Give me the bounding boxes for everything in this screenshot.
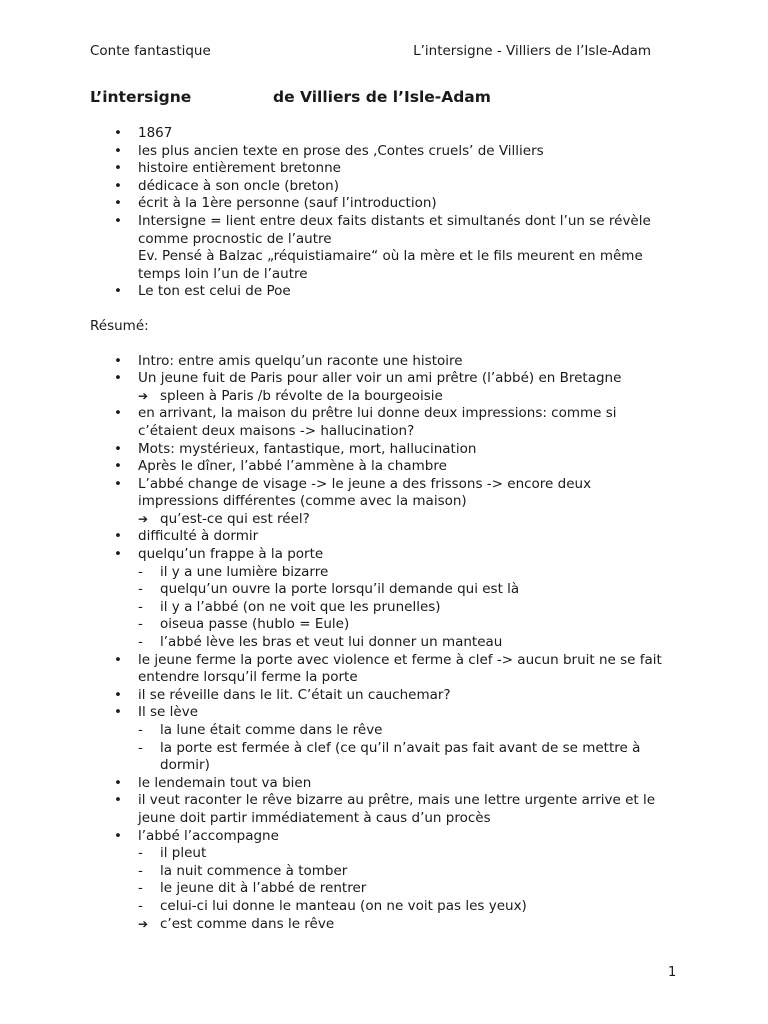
list-item — [90, 476, 675, 529]
list-item — [90, 652, 675, 687]
resume-list — [90, 353, 675, 934]
list-item — [90, 370, 675, 405]
conclusion-text: qu’est-ce qui est réel? — [160, 510, 310, 527]
list-item-text: • L’abbé change de visage -> le jeune a des frissons -> encore deux — [138, 475, 592, 492]
list-item-text: • le jeune ferme la porte avec violence et ferme à clef -> aucun bruit ne se fait — [138, 651, 662, 668]
conclusion-text: c’est comme dans le rêve — [160, 915, 335, 932]
list-item-text: Intro: entre amis quelqu’un raconte une histoire — [138, 352, 463, 369]
list-item — [90, 792, 675, 827]
sub-list-item-text: il y a l’abbé (on ne voit que les prunelles) — [160, 598, 441, 615]
list-item — [90, 687, 675, 705]
sub-list-item-text: le jeune dit à l’abbé de rentrer — [160, 880, 367, 897]
sub-list-item — [90, 845, 675, 863]
list-item — [90, 828, 675, 934]
list-item-text: impressions différentes (comme avec la maison) — [138, 493, 467, 510]
page-number: 1 — [668, 965, 677, 980]
sub-list-item — [90, 616, 675, 634]
list-item-text: • quelqu’un frappe à la porte — [138, 546, 324, 563]
list-item-text: histoire entièrement bretonne — [138, 160, 341, 177]
sub-list — [138, 564, 675, 652]
section-label-resume: Résumé: — [90, 317, 149, 334]
sub-list-item-text: la nuit commence à tomber — [160, 862, 348, 879]
sub-list — [138, 722, 675, 775]
list-item-text: il se réveille dans le lit. C’était un cauchemar? — [138, 686, 451, 703]
sub-list-item — [90, 581, 675, 599]
sub-list-item — [90, 740, 675, 775]
list-item-text: • Il se lève — [138, 704, 199, 721]
list-item — [90, 775, 675, 793]
list-item-text: Le ton est celui de Poe — [138, 283, 291, 300]
sub-list-item-text: - la porte est fermée à clef (ce qu’il n’avait pas fait avant de se mettre à — [160, 739, 641, 756]
arrow-icon: ➔ — [138, 916, 149, 931]
sub-list-item-text: il pleut — [160, 845, 207, 862]
list-item-text: • l’abbé l’accompagne — [138, 827, 279, 844]
sub-list-item — [90, 599, 675, 617]
list-item-text: temps loin l’un de l’autre — [138, 265, 308, 282]
document-body — [90, 125, 675, 933]
conclusion-line — [90, 916, 675, 934]
sub-list — [138, 845, 675, 915]
arrow-icon: ➔ — [138, 388, 149, 403]
sub-list-item-text: oiseua passe (hublo = Eule) — [160, 616, 350, 633]
list-item-text: Mots: mystérieux, fantastique, mort, hallucination — [138, 440, 477, 457]
list-item-text: Après le dîner, l’abbé l’ammène à la chambre — [138, 458, 447, 475]
list-item-text: difficulté à dormir — [138, 528, 259, 545]
list-item-text: • en arrivant, la maison du prêtre lui donne deux impressions: comme si — [138, 405, 617, 422]
header-right: L’intersigne - Villiers de l’Isle-Adam — [413, 43, 651, 59]
sub-list-item — [90, 898, 675, 916]
sub-list-item-text: quelqu’un ouvre la porte lorsqu’il demande qui est là — [160, 581, 520, 598]
list-item — [90, 405, 675, 440]
sub-list-item — [90, 880, 675, 898]
list-item-text: les plus ancien texte en prose des ‚Contes cruels’ de Villiers — [138, 142, 544, 159]
list-item-text: entendre lorsqu’il ferme la porte — [138, 669, 358, 686]
list-item-text: • Intersigne = lient entre deux faits distants et simultanés dont l’un se révèle — [138, 212, 651, 229]
list-item — [90, 283, 675, 301]
sub-list-item-text: celui-ci lui donne le manteau (on ne voit pas les yeux) — [160, 897, 527, 914]
list-item-text: Ev. Pensé à Balzac „réquistiamaire“ où la mère et le fils meurent en même — [138, 248, 643, 265]
sub-list-item — [90, 863, 675, 881]
document-title: L’intersigne — [90, 88, 192, 106]
sub-list-item — [90, 564, 675, 582]
list-item-text: • Un jeune fuit de Paris pour aller voir un ami prêtre (l’abbé) en Bretagne — [138, 370, 622, 387]
list-item — [90, 160, 675, 178]
header-left: Conte fantastique — [90, 43, 211, 59]
list-item — [90, 125, 675, 143]
list-item — [90, 441, 675, 459]
list-item-text: jeune doit partir immédiatement à caus d’un procès — [138, 809, 491, 826]
sub-list-item-text: il y a une lumière bizarre — [160, 563, 329, 580]
list-item — [90, 195, 675, 213]
sub-list-item-text: dormir) — [160, 757, 210, 774]
list-item — [90, 546, 675, 652]
list-item — [90, 213, 675, 283]
conclusion-text: spleen à Paris /b révolte de la bourgeoisie — [160, 387, 443, 404]
list-item-text: 1867 — [138, 125, 173, 141]
sub-list-item — [90, 722, 675, 740]
list-item-text: dédicace à son oncle (breton) — [138, 177, 339, 194]
list-item — [90, 353, 675, 371]
sub-list-item — [90, 634, 675, 652]
arrow-icon: ➔ — [138, 511, 149, 526]
sub-list-item-text: la lune était comme dans le rêve — [160, 722, 383, 738]
list-item — [90, 178, 675, 196]
list-item-text: • il veut raconter le rêve bizarre au prêtre, mais une lettre urgente arrive et le — [138, 792, 656, 809]
list-item-text: c’étaient deux maisons -> hallucination? — [138, 422, 415, 439]
sub-list-item-text: l’abbé lève les bras et veut lui donner un manteau — [160, 634, 503, 651]
list-item — [90, 704, 675, 774]
list-item-text: écrit à la 1ère personne (sauf l’introduction) — [138, 195, 437, 212]
list-item-text: comme procnostic de l’autre — [138, 230, 332, 247]
list-item — [90, 458, 675, 476]
conclusion-line — [90, 388, 675, 406]
conclusion-line — [90, 511, 675, 529]
intro-list — [90, 125, 675, 301]
list-item-text: le lendemain tout va bien — [138, 774, 312, 791]
list-item — [90, 528, 675, 546]
document-author: de Villiers de l’Isle-Adam — [273, 88, 491, 106]
list-item — [90, 143, 675, 161]
